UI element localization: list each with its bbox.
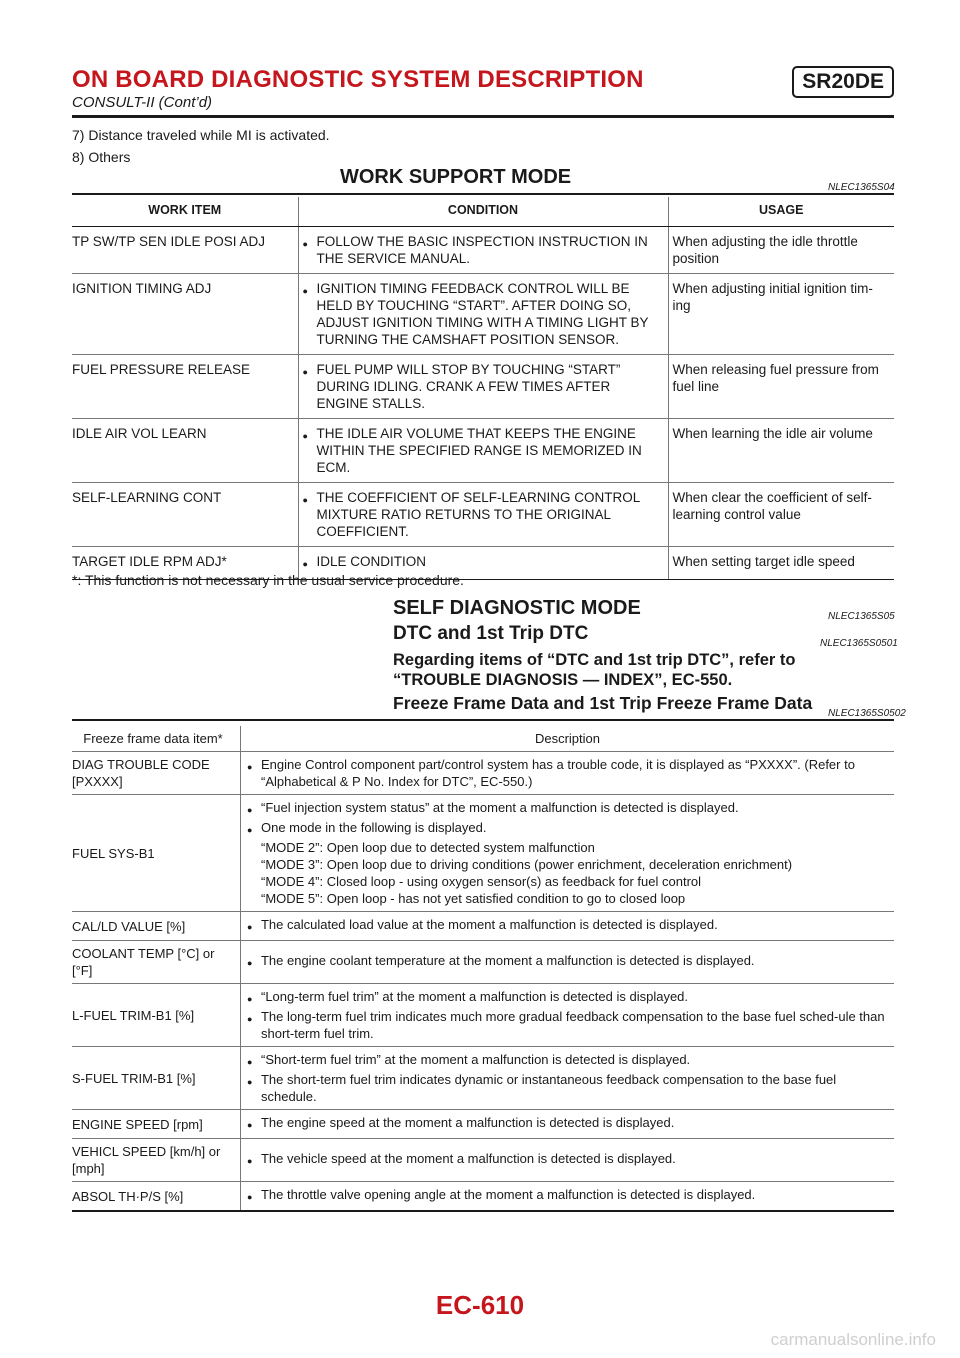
bullet-icon: ● xyxy=(246,825,253,835)
usage-cell: When learning the idle air volume xyxy=(668,419,894,483)
description-line: The engine speed at the moment a malfunction is detected is displayed. xyxy=(260,1115,675,1130)
condition-text: FOLLOW THE BASIC INSPECTION INSTRUCTION IN THE SERVICE MANUAL. xyxy=(316,234,648,266)
indent xyxy=(247,873,261,890)
indent xyxy=(247,890,261,907)
usage-cell: When adjusting the idle throttle position xyxy=(668,227,894,274)
bullet-icon: ● xyxy=(246,958,253,968)
dtc-code: NLEC1365S0501 xyxy=(820,638,898,649)
bullet-icon: ● xyxy=(302,495,308,505)
table-row xyxy=(72,483,894,547)
column-header: WORK ITEM xyxy=(72,197,298,227)
bullet-icon: ● xyxy=(302,431,308,441)
freeze-frame-item-cell: L-FUEL TRIM-B1 [%] xyxy=(72,984,240,1047)
usage-cell: When clear the coefficient of self-learning control value xyxy=(668,483,894,547)
table-row xyxy=(72,752,894,795)
description-cell xyxy=(240,1139,894,1182)
section-title: ON BOARD DIAGNOSTIC SYSTEM DESCRIPTION xyxy=(72,66,644,93)
column-header: Description xyxy=(240,726,894,752)
column-header: Freeze frame data item* xyxy=(72,726,240,752)
description-line: “MODE 2”: Open loop due to detected system malfunction xyxy=(260,840,595,855)
description-line: The long-term fuel trim indicates much more gradual feedback compensation to the base fuel sched-ule than short-term fuel trim. xyxy=(260,1009,885,1041)
dtc-heading: DTC and 1st Trip DTC xyxy=(393,623,589,644)
dtc-text-line: “TROUBLE DIAGNOSIS — INDEX”, EC-550. xyxy=(393,671,733,689)
description-cell xyxy=(240,912,894,941)
condition-cell xyxy=(298,419,668,483)
usage-cell: When setting target idle speed xyxy=(668,547,894,580)
description-line: The vehicle speed at the moment a malfunction is detected is displayed. xyxy=(260,1151,676,1166)
dtc-text xyxy=(393,650,795,690)
work-item-cell: IDLE AIR VOL LEARN xyxy=(72,419,298,483)
description-cell xyxy=(240,941,894,984)
description-cell xyxy=(240,795,894,912)
self-diag-code: NLEC1365S05 xyxy=(828,611,895,622)
table-row xyxy=(72,795,894,912)
table-row xyxy=(72,941,894,984)
condition-text: IGNITION TIMING FEEDBACK CONTROL WILL BE HELD BY TOUCHING “START”. AFTER DOING SO, ADJUST IGNITION TIMING WITH A TIMING LIGHT BY TURNING THE CAMSHAFT POSITION SENSOR. xyxy=(316,281,649,347)
freeze-frame-table xyxy=(72,726,894,1212)
work-item-cell: FUEL PRESSURE RELEASE xyxy=(72,355,298,419)
table-header-row xyxy=(72,726,894,752)
indent xyxy=(247,839,261,856)
bullet-icon: ● xyxy=(246,1192,253,1202)
description-line: “Short-term fuel trim” at the moment a malfunction is detected is displayed. xyxy=(260,1052,691,1067)
header-divider xyxy=(72,115,894,118)
table-row xyxy=(72,984,894,1047)
table-row xyxy=(72,355,894,419)
bullet-icon: ● xyxy=(246,1156,253,1166)
usage-cell: When releasing fuel pressure from fuel line xyxy=(668,355,894,419)
bullet-icon: ● xyxy=(246,1077,253,1087)
heading-rule xyxy=(72,193,894,195)
work-support-code: NLEC1365S04 xyxy=(828,182,895,193)
bullet-icon: ● xyxy=(246,922,253,932)
bullet-icon: ● xyxy=(302,559,308,569)
page-number: EC-610 xyxy=(435,1290,525,1320)
description-cell xyxy=(240,1182,894,1212)
indent xyxy=(247,856,261,873)
condition-text: THE COEFFICIENT OF SELF-LEARNING CONTROL MIXTURE RATIO RETURNS TO THE ORIGINAL COEFFICIENT. xyxy=(316,490,640,539)
section-subtitle: CONSULT-II (Cont’d) xyxy=(72,94,213,111)
freeze-frame-heading: Freeze Frame Data and 1st Trip Freeze Frame Data xyxy=(393,693,813,713)
freeze-frame-item-cell: CAL/LD VALUE [%] xyxy=(72,912,240,941)
description-cell xyxy=(240,752,894,795)
bullet-icon: ● xyxy=(246,762,253,772)
table-row xyxy=(72,912,894,941)
freeze-frame-item-cell: FUEL SYS-B1 xyxy=(72,795,240,912)
freeze-frame-item-cell: COOLANT TEMP [°C] or [°F] xyxy=(72,941,240,984)
column-header: CONDITION xyxy=(298,197,668,227)
watermark: carmanualsonline.info xyxy=(770,1330,936,1349)
description-line: “Fuel injection system status” at the moment a malfunction is detected is displayed. xyxy=(260,800,739,815)
condition-cell xyxy=(298,227,668,274)
condition-cell xyxy=(298,355,668,419)
freeze-frame-item-cell: DIAG TROUBLE CODE [PXXXX] xyxy=(72,752,240,795)
usage-cell: When adjusting initial ignition tim-ing xyxy=(668,274,894,355)
self-diag-heading: SELF DIAGNOSTIC MODE xyxy=(393,597,641,619)
description-cell xyxy=(240,1047,894,1110)
bullet-icon: ● xyxy=(246,994,253,1004)
freeze-frame-item-cell: S-FUEL TRIM-B1 [%] xyxy=(72,1047,240,1110)
list-item: 7) Distance traveled while MI is activated. xyxy=(72,127,330,143)
description-line: The engine coolant temperature at the moment a malfunction is detected is displayed. xyxy=(260,953,755,968)
description-cell xyxy=(240,1110,894,1139)
work-item-cell: IGNITION TIMING ADJ xyxy=(72,274,298,355)
bullet-icon: ● xyxy=(246,805,253,815)
table-row xyxy=(72,227,894,274)
description-line: The short-term fuel trim indicates dynamic or instantaneous feedback compensation to the base fuel schedule. xyxy=(260,1072,837,1104)
freeze-frame-item-cell: ENGINE SPEED [rpm] xyxy=(72,1110,240,1139)
dtc-text-line: Regarding items of “DTC and 1st trip DTC”, refer to xyxy=(393,651,796,669)
intro-list xyxy=(72,124,330,168)
footnote: *: This function is not necessary in the usual service procedure. xyxy=(72,572,464,588)
table-row xyxy=(72,274,894,355)
condition-text: FUEL PUMP WILL STOP BY TOUCHING “START” DURING IDLING. CRANK A FEW TIMES AFTER ENGINE STALLS. xyxy=(316,362,621,411)
bullet-icon: ● xyxy=(246,1057,253,1067)
description-line: One mode in the following is displayed. xyxy=(260,820,487,835)
table-row xyxy=(72,1139,894,1182)
freeze-frame-item-cell: VEHICL SPEED [km/h] or [mph] xyxy=(72,1139,240,1182)
description-line: The calculated load value at the moment a malfunction is detected is displayed. xyxy=(260,917,718,932)
condition-text: IDLE CONDITION xyxy=(316,554,427,569)
description-line: Engine Control component part/control system has a trouble code, it is displayed as “PXXXX”. (Refer to “Alphabetical & P No. Index for DTC”, EC-550.) xyxy=(260,757,855,789)
description-line: The throttle valve opening angle at the moment a malfunction is detected is displayed. xyxy=(260,1187,756,1202)
model-badge: SR20DE xyxy=(792,66,894,98)
work-item-cell: TARGET IDLE RPM ADJ* xyxy=(72,547,298,580)
freeze-frame-item-cell: ABSOL TH·P/S [%] xyxy=(72,1182,240,1212)
bullet-icon: ● xyxy=(302,367,308,377)
description-line: “Long-term fuel trim” at the moment a malfunction is detected is displayed. xyxy=(260,989,689,1004)
table-row xyxy=(72,1182,894,1212)
bullet-icon: ● xyxy=(302,286,308,296)
bullet-icon: ● xyxy=(246,1014,253,1024)
description-line: “MODE 5”: Open loop - has not yet satisfied condition to go to closed loop xyxy=(260,891,686,906)
freeze-frame-code: NLEC1365S0502 xyxy=(828,708,906,719)
table-row xyxy=(72,1110,894,1139)
description-line: “MODE 4”: Closed loop - using oxygen sensor(s) as feedback for fuel control xyxy=(260,874,702,889)
bullet-icon: ● xyxy=(246,1120,253,1130)
list-item: 8) Others xyxy=(72,149,131,165)
condition-cell xyxy=(298,483,668,547)
column-header: USAGE xyxy=(668,197,894,227)
condition-text: THE IDLE AIR VOLUME THAT KEEPS THE ENGINE WITHIN THE SPECIFIED RANGE IS MEMORIZED IN ECM. xyxy=(316,426,642,475)
table-header-row xyxy=(72,197,894,227)
condition-cell xyxy=(298,274,668,355)
table-row xyxy=(72,419,894,483)
description-line: “MODE 3”: Open loop due to driving conditions (power enrichment, deceleration enrichment) xyxy=(260,857,793,872)
heading-rule xyxy=(72,719,894,721)
bullet-icon: ● xyxy=(302,239,308,249)
work-support-table xyxy=(72,197,894,580)
work-support-heading: WORK SUPPORT MODE xyxy=(340,166,572,188)
work-item-cell: SELF-LEARNING CONT xyxy=(72,483,298,547)
work-item-cell: TP SW/TP SEN IDLE POSI ADJ xyxy=(72,227,298,274)
table-row xyxy=(72,1047,894,1110)
description-cell xyxy=(240,984,894,1047)
